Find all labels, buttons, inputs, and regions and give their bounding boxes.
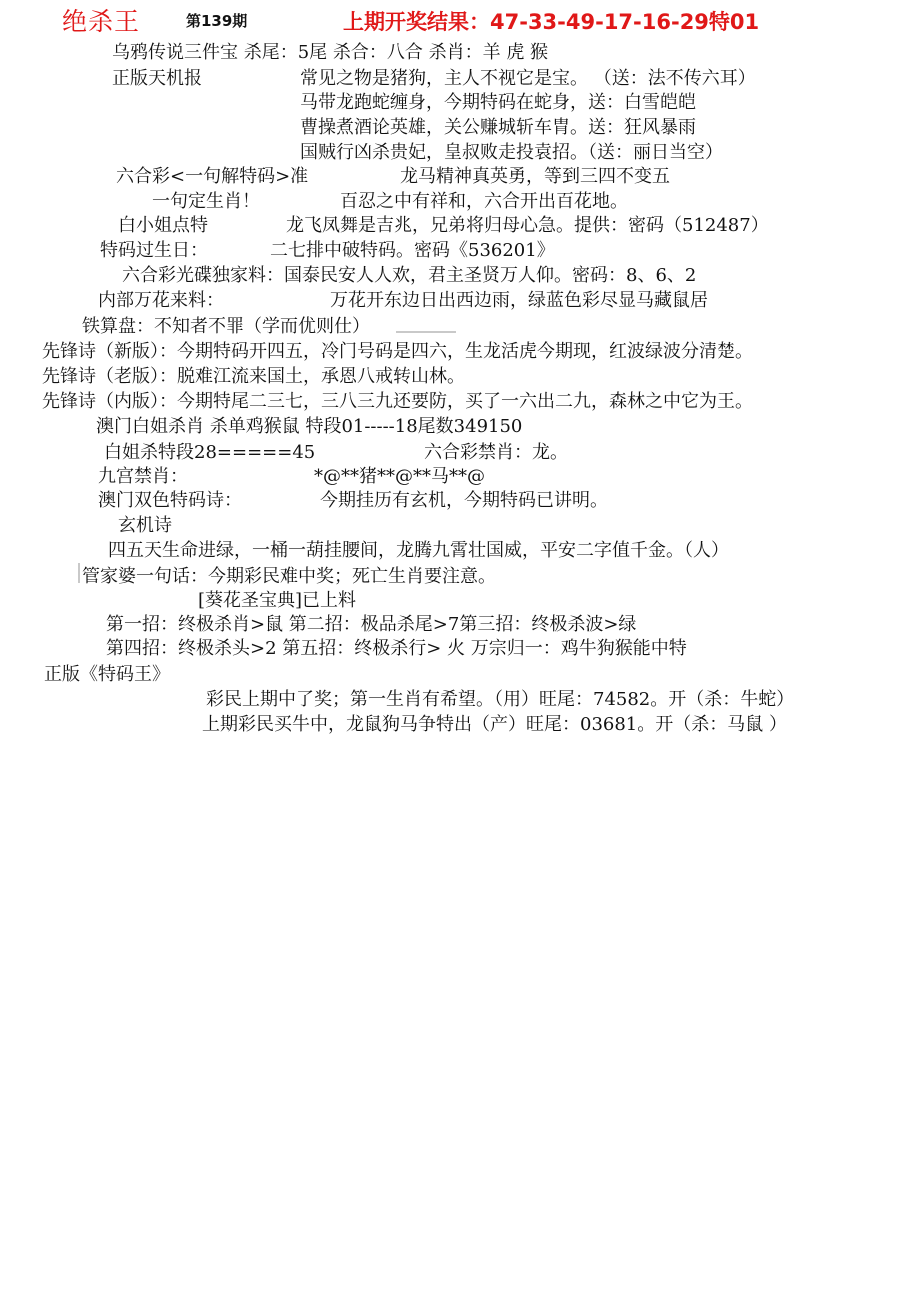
line-birthday-text: 二七排中破特码。密码《536201》 xyxy=(270,240,555,261)
line-traitor-verse: 国贼行凶杀贵妃，皇叔败走投袁招。（送：丽日当空） xyxy=(300,142,723,163)
line-abacus: 铁算盘：不知者不罪（学而优则仕） xyxy=(82,316,370,337)
line-macau-poem-text: 今期挂历有玄机，今期特码已讲明。 xyxy=(320,490,608,511)
line-macau-kill: 澳门白姐杀肖 杀单鸡猴鼠 特段01-----18尾数349150 xyxy=(96,416,523,437)
line-moves-4-5: 第四招：终极杀头>2 第五招：终极杀行> 火 万宗归一：鸡牛狗猴能中特 xyxy=(106,638,687,659)
line-pioneer-old: 先锋诗（老版）：脱难江流来国土，承恩八戒转山林。 xyxy=(42,366,465,387)
line-banned-zodiac: 六合彩禁肖：龙。 xyxy=(424,442,568,463)
scan-mark xyxy=(78,563,80,583)
line-birthday-label: 特码过生日： xyxy=(100,240,208,261)
line-tema-king-title: 正版《特码王》 xyxy=(44,664,170,685)
line-tema-king-1: 彩民上期中了奖；第一生肖有希望。（用）旺尾：74582。开（杀：牛蛇） xyxy=(206,689,795,710)
line-zodiac-label: 一句定生肖！ xyxy=(152,191,260,212)
line-mystery-poem: 四五天生命进绿，一桶一葫挂腰间，龙腾九霄壮国威，平安二字值千金。（人） xyxy=(108,540,729,561)
line-tianjibao-label: 正版天机报 xyxy=(112,68,202,89)
line-zodiac-text: 百忍之中有祥和，六合开出百花地。 xyxy=(340,191,628,212)
line-miss-bai-label: 白小姐点特 xyxy=(118,215,208,236)
line-wanhua-text: 万花开东边日出西边雨，绿蓝色彩尽显马藏鼠居 xyxy=(330,290,708,311)
logo: 绝杀王 xyxy=(62,7,141,36)
line-crow-legend: 乌鸦传说三件宝 杀尾：5尾 杀合：八合 杀肖：羊 虎 猴 xyxy=(112,42,549,63)
line-nine-palace-label: 九宫禁肖： xyxy=(98,466,188,487)
line-tianjibao-text: 常见之物是猪狗，主人不视它是宝。 （送：法不传六耳） xyxy=(300,68,756,89)
line-pioneer-inner: 先锋诗（内版）：今期特尾二三七，三八三九还要防，买了一六出二九，森林之中它为王。 xyxy=(42,391,753,412)
line-tema-king-2: 上期彩民买牛中，龙鼠狗马争特出（产）旺尾：03681。开（杀：马鼠 ） xyxy=(202,714,787,735)
line-snake-verse: 马带龙跑蛇缠身，今期特码在蛇身，送：白雪皑皑 xyxy=(300,92,696,113)
last-draw-result: 上期开奖结果：47-33-49-17-16-29特01 xyxy=(343,10,760,34)
line-pioneer-new: 先锋诗（新版）：今期特码开四五，冷门号码是四六，生龙活虎今期现，红波绿波分清楚。 xyxy=(42,341,753,362)
line-caocao-verse: 曹操煮酒论英雄，关公赚城斩车胄。送：狂风暴雨 xyxy=(300,117,696,138)
line-miss-bai-text: 龙飞凤舞是吉兆，兄弟将归母心急。提供：密码（512487） xyxy=(286,215,769,236)
issue-number: 第139期 xyxy=(186,12,248,30)
line-bai-segment: 白姐杀特段28=====45 xyxy=(104,442,316,463)
line-macau-poem-label: 澳门双色特码诗： xyxy=(98,490,242,511)
line-one-sentence-text: 龙马精神真英勇，等到三四不变五 xyxy=(400,166,670,187)
line-disc-exclusive: 六合彩光碟独家料：国泰民安人人欢，君主圣贤万人仰。密码：8、6、2 xyxy=(122,265,697,286)
line-moves-1-3: 第一招：终极杀肖>鼠 第二招：极品杀尾>7第三招：终极杀波>绿 xyxy=(106,614,637,635)
scan-smudge xyxy=(396,331,456,333)
line-mystery-poem-title: 玄机诗 xyxy=(118,515,172,536)
line-wanhua-label: 内部万花来料： xyxy=(98,290,224,311)
line-sunflower-title: [葵花圣宝典]已上料 xyxy=(198,590,357,611)
line-nine-palace-text: *@**猪**@**马**@ xyxy=(314,466,485,487)
line-one-sentence-label: 六合彩<一句解特码>准 xyxy=(116,166,309,187)
line-housekeeper: 管家婆一句话：今期彩民难中奖；死亡生肖要注意。 xyxy=(82,566,496,587)
